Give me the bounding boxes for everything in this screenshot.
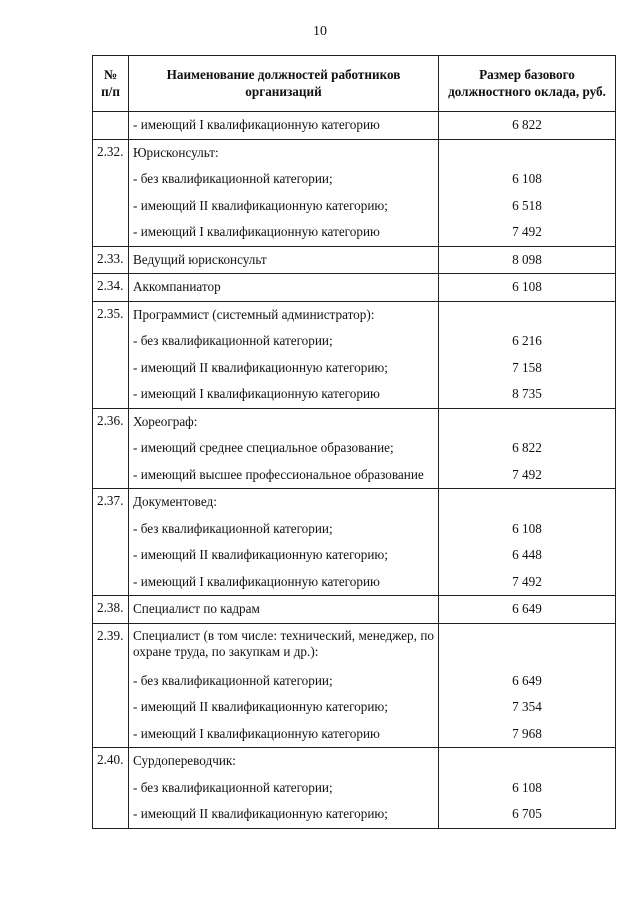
position-name-cell — [129, 112, 439, 140]
position-name: - без квалификационной категории; — [133, 333, 333, 348]
salary-cell — [439, 408, 616, 489]
salary-value: 6 705 — [512, 806, 542, 821]
position-name: - имеющий высшее профессиональное образование — [133, 466, 424, 482]
position-name: Специалист по кадрам — [133, 601, 260, 616]
salary-value: 7 492 — [512, 224, 542, 239]
salary-cell — [439, 139, 616, 246]
salary-value: 6 108 — [512, 171, 542, 186]
salary-value: 6 649 — [512, 601, 542, 616]
position-name: - имеющий I квалификационную категорию — [133, 117, 380, 132]
position-name: - имеющий II квалификационную категорию; — [133, 197, 388, 213]
row-number: 2.37. — [93, 489, 129, 596]
position-name: Юрисконсульт: — [133, 144, 219, 160]
position-name: Программист (системный администратор): — [133, 306, 375, 322]
salary-value — [439, 140, 615, 167]
position-name: - имеющий I квалификационную категорию — [133, 224, 380, 239]
position-name: - без квалификационной категории; — [133, 520, 333, 536]
salary-cell — [439, 489, 616, 596]
salary-value: 7 354 — [512, 699, 542, 714]
position-name: Ведущий юрисконсульт — [133, 251, 267, 267]
table-row — [93, 139, 616, 246]
position-name: - имеющий среднее специальное образование; — [133, 440, 394, 455]
position-name-cell — [129, 139, 439, 246]
salary-cell — [439, 596, 616, 624]
position-name: - имеющий II квалификационную категорию; — [133, 699, 388, 714]
salary-value: 6 448 — [512, 547, 542, 562]
row-number: 2.34. — [93, 274, 129, 302]
salary-value: 6 108 — [512, 279, 542, 294]
position-name-cell — [129, 274, 439, 302]
row-number — [93, 112, 129, 140]
salary-value — [439, 409, 615, 436]
salary-value — [439, 748, 615, 775]
position-name-cell — [129, 408, 439, 489]
position-name-cell — [129, 596, 439, 624]
salary-value: 6 216 — [512, 333, 542, 348]
page-number: 10 — [313, 24, 327, 39]
salary-value: 7 158 — [512, 359, 542, 375]
salary-cell — [439, 623, 616, 748]
position-name: - имеющий I квалификационную категорию — [133, 573, 380, 589]
position-name: - имеющий I квалификационную категорию — [133, 725, 380, 741]
position-name: - имеющий II квалификационную категорию; — [133, 806, 388, 821]
row-number: 2.35. — [93, 301, 129, 408]
position-name: Документовед: — [133, 494, 217, 509]
row-number: 2.33. — [93, 246, 129, 274]
position-name: - имеющий II квалификационную категорию; — [133, 547, 388, 562]
salary-value: 6 108 — [512, 520, 542, 536]
row-number: 2.36. — [93, 408, 129, 489]
table-body — [93, 112, 616, 829]
table-row — [93, 408, 616, 489]
position-name-cell — [129, 623, 439, 748]
salary-cell — [439, 301, 616, 408]
position-name: - без квалификационной категории; — [133, 171, 333, 186]
table-row — [93, 596, 616, 624]
salary-value: 6 822 — [512, 117, 542, 132]
header-salary: Размер базового должностного оклада, руб. — [439, 56, 616, 112]
position-name-cell — [129, 489, 439, 596]
salary-value: 7 492 — [512, 573, 542, 589]
position-name: Хореограф: — [133, 413, 198, 429]
salary-table — [92, 55, 616, 829]
table-row — [93, 623, 616, 748]
salary-value: 6 649 — [512, 672, 542, 688]
salary-cell — [439, 274, 616, 302]
position-name: - без квалификационной категории; — [133, 779, 333, 795]
position-name: - имеющий II квалификационную категорию; — [133, 359, 388, 375]
position-name-cell — [129, 748, 439, 829]
position-name: Сурдопереводчик: — [133, 753, 236, 768]
position-name: - имеющий I квалификационную категорию — [133, 386, 380, 401]
salary-cell — [439, 246, 616, 274]
table-row — [93, 112, 616, 140]
header-num: № п/п — [93, 56, 129, 112]
table-row — [93, 748, 616, 829]
position-name: Аккомпаниатор — [133, 279, 221, 294]
salary-cell — [439, 112, 616, 140]
row-number: 2.40. — [93, 748, 129, 829]
salary-value: 7 968 — [512, 725, 542, 741]
position-name-cell — [129, 301, 439, 408]
table-row — [93, 274, 616, 302]
salary-value: 7 492 — [512, 466, 542, 482]
table-row — [93, 301, 616, 408]
salary-value — [439, 302, 615, 329]
position-name-cell — [129, 246, 439, 274]
salary-value — [439, 489, 615, 516]
row-number: 2.32. — [93, 139, 129, 246]
salary-value: 6 108 — [512, 779, 542, 795]
position-name: Специалист (в том числе: технический, менеджер, по охране труда, по закупкам и др.): — [133, 627, 434, 659]
row-number: 2.38. — [93, 596, 129, 624]
header-name: Наименование должностей работников организаций — [129, 56, 439, 112]
position-name: - без квалификационной категории; — [133, 672, 333, 688]
salary-value: 6 518 — [512, 197, 542, 213]
row-number: 2.39. — [93, 623, 129, 748]
salary-value: 6 822 — [512, 440, 542, 455]
table-row — [93, 246, 616, 274]
salary-value: 8 735 — [512, 386, 542, 401]
salary-cell — [439, 748, 616, 829]
table-header — [93, 56, 616, 112]
salary-value — [439, 624, 615, 668]
salary-value: 8 098 — [512, 251, 542, 267]
table-row — [93, 489, 616, 596]
